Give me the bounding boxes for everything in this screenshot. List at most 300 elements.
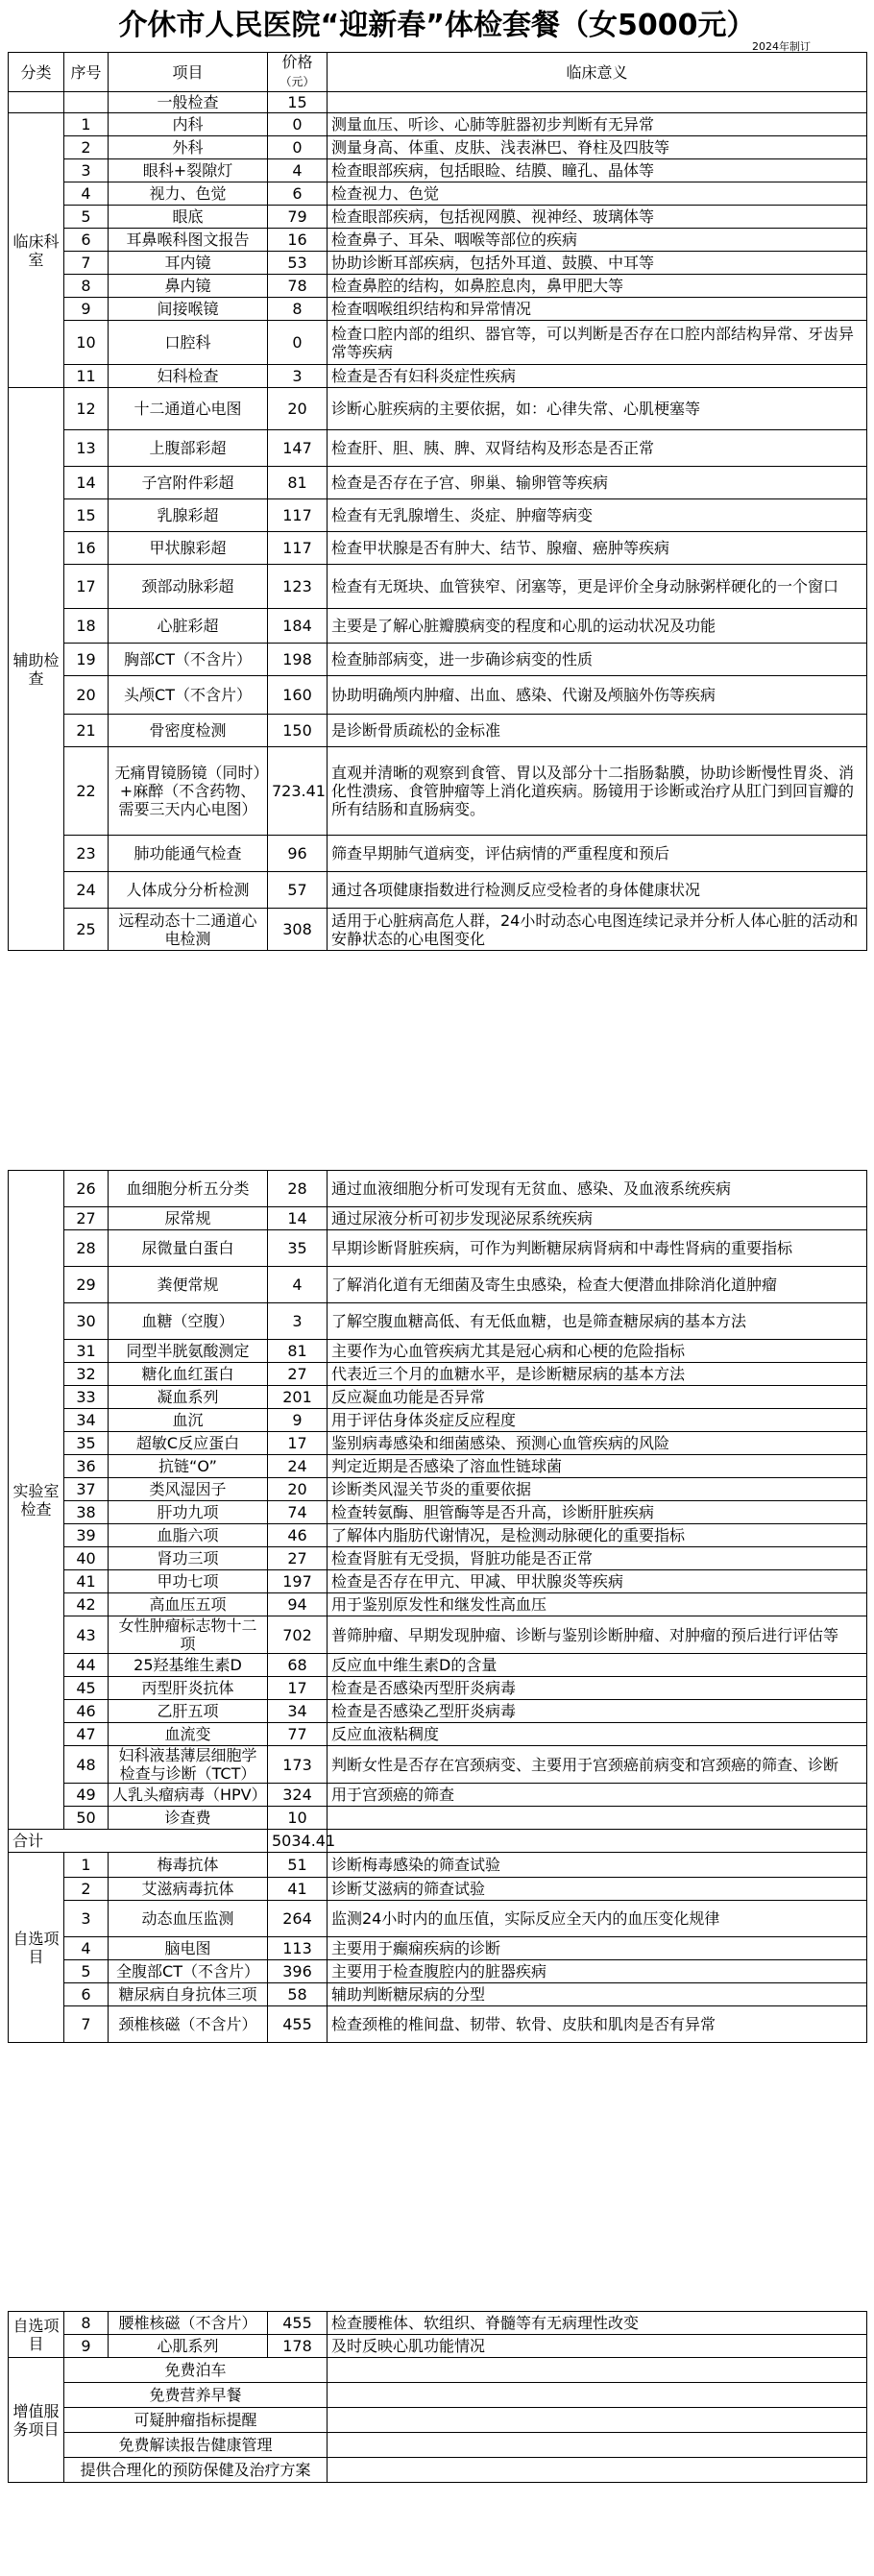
row-item: 全腹部CT（不含片） <box>109 1960 268 1983</box>
row-item: 心肌系列 <box>109 2335 268 2358</box>
row-meaning: 检查肾脏有无受损，肾脏功能是否正常 <box>328 1547 867 1570</box>
table-row <box>9 136 867 159</box>
row-meaning: 检查口腔内部的组织、器官等，可以判断是否存在口腔内部结构异常、牙齿异常等疾病 <box>328 321 867 365</box>
row-price: 308 <box>268 909 328 951</box>
row-meaning: 检查是否有妇科炎症性疾病 <box>328 365 867 388</box>
header-price <box>268 53 328 92</box>
row-price: 4 <box>268 1267 328 1303</box>
row-item: 人乳头瘤病毒（HPV） <box>109 1784 268 1807</box>
row-item: 远程动态十二通道心电检测 <box>109 909 268 951</box>
total-label: 合计 <box>9 1830 268 1853</box>
row-number: 9 <box>64 298 109 321</box>
row-number: 7 <box>64 2006 109 2043</box>
table-row <box>9 1547 867 1570</box>
row-meaning: 诊断心脏疾病的主要依据，如：心律失常、心肌梗塞等 <box>328 388 867 430</box>
table-row <box>9 1807 867 1830</box>
row-number: 5 <box>64 1960 109 1983</box>
row-price: 81 <box>268 467 328 499</box>
row-price: 94 <box>268 1593 328 1616</box>
row-meaning: 协助明确颅内肿瘤、出血、感染、代谢及颅脑外伤等疾病 <box>328 676 867 715</box>
header-category: 分类 <box>9 53 64 92</box>
row-meaning: 诊断艾滋病的筛查试验 <box>328 1878 867 1901</box>
table-row <box>9 365 867 388</box>
row-price: 4 <box>268 159 328 182</box>
row-number: 22 <box>64 747 109 836</box>
row-price: 147 <box>268 430 328 467</box>
table-row <box>9 1878 867 1901</box>
table-row <box>9 1363 867 1386</box>
table-row <box>9 715 867 747</box>
row-item: 耳鼻喉科图文报告 <box>109 229 268 252</box>
row-price: 264 <box>268 1901 328 1937</box>
row-price: 123 <box>268 565 328 609</box>
row-number: 5 <box>64 206 109 229</box>
row-price: 723.41 <box>268 747 328 836</box>
row-price: 16 <box>268 229 328 252</box>
blank-cell <box>328 2458 867 2483</box>
row-meaning: 筛查早期肺气道病变，评估病情的严重程度和预后 <box>328 836 867 872</box>
row-price: 455 <box>268 2312 328 2335</box>
table-row <box>9 430 867 467</box>
row-meaning: 早期诊断肾脏疾病，可作为判断糖尿病肾病和中毒性肾病的重要指标 <box>328 1230 867 1267</box>
category-value-added: 增值服务项目 <box>9 2358 64 2483</box>
row-price: 79 <box>268 206 328 229</box>
row-number: 6 <box>64 229 109 252</box>
service-row <box>9 2433 867 2458</box>
row-number: 16 <box>64 532 109 565</box>
row-price: 455 <box>268 2006 328 2043</box>
header-price-unit: （元） <box>279 75 315 88</box>
row-item: 血糖（空腹） <box>109 1303 268 1340</box>
row-meaning: 监测24小时内的血压值，实际反应全天内的血压变化规律 <box>328 1901 867 1937</box>
row-price: 34 <box>268 1700 328 1723</box>
row-price: 20 <box>268 1478 328 1501</box>
row-price: 184 <box>268 609 328 644</box>
row-number: 46 <box>64 1700 109 1723</box>
row-number: 45 <box>64 1677 109 1700</box>
row-meaning: 检查是否感染丙型肝炎病毒 <box>328 1677 867 1700</box>
row-price: 27 <box>268 1363 328 1386</box>
general-price: 15 <box>268 92 328 113</box>
table-row <box>9 467 867 499</box>
row-item: 女性肿瘤标志物十二项 <box>109 1616 268 1654</box>
general-item: 一般检查 <box>109 92 268 113</box>
row-item: 外科 <box>109 136 268 159</box>
row-meaning: 及时反映心肌功能情况 <box>328 2335 867 2358</box>
row-price: 117 <box>268 532 328 565</box>
table-row <box>9 159 867 182</box>
row-price: 198 <box>268 644 328 676</box>
table-row <box>9 298 867 321</box>
row-item: 心脏彩超 <box>109 609 268 644</box>
table-row <box>9 1478 867 1501</box>
row-number: 39 <box>64 1524 109 1547</box>
row-item: 肺功能通气检查 <box>109 836 268 872</box>
row-meaning: 了解消化道有无细菌及寄生虫感染，检查大便潜血排除消化道肿瘤 <box>328 1267 867 1303</box>
row-item: 眼科+裂隙灯 <box>109 159 268 182</box>
row-price: 20 <box>268 388 328 430</box>
row-meaning: 检查转氨酶、胆管酶等是否升高，诊断肝脏疾病 <box>328 1501 867 1524</box>
row-item: 丙型肝炎抗体 <box>109 1677 268 1700</box>
row-item: 血流变 <box>109 1723 268 1746</box>
table-row <box>9 182 867 206</box>
row-price: 9 <box>268 1409 328 1432</box>
service-item: 免费解读报告健康管理 <box>64 2433 328 2458</box>
lab-table <box>8 1170 867 2043</box>
row-price: 113 <box>268 1937 328 1960</box>
table-row <box>9 872 867 909</box>
row-item: 类风湿因子 <box>109 1478 268 1501</box>
row-item: 抗链“O” <box>109 1455 268 1478</box>
row-item: 人体成分分析检测 <box>109 872 268 909</box>
row-item: 子宫附件彩超 <box>109 467 268 499</box>
table-row <box>9 2335 867 2358</box>
table-row <box>9 1171 867 1207</box>
row-meaning: 主要是了解心脏瓣膜病变的程度和心肌的运动状况及功能 <box>328 609 867 644</box>
row-number: 30 <box>64 1303 109 1340</box>
row-meaning: 检查腰椎体、软组织、脊髓等有无病理性改变 <box>328 2312 867 2335</box>
row-number: 18 <box>64 609 109 644</box>
row-price: 74 <box>268 1501 328 1524</box>
row-item: 糖尿病自身抗体三项 <box>109 1983 268 2006</box>
row-item: 内科 <box>109 113 268 136</box>
row-item: 无痛胃镜肠镜（同时）+麻醉（不含药物、需要三天内心电图） <box>109 747 268 836</box>
package-table <box>8 52 867 951</box>
blank-cell <box>328 92 867 113</box>
title-text: 介休市人民医院“迎新春”体检套餐（女5000元） <box>118 9 756 42</box>
row-item: 血脂六项 <box>109 1524 268 1547</box>
table-row <box>9 644 867 676</box>
row-item: 颈椎核磁（不含片） <box>109 2006 268 2043</box>
table-row <box>9 1432 867 1455</box>
row-meaning: 用于评估身体炎症反应程度 <box>328 1409 867 1432</box>
service-row <box>9 2383 867 2408</box>
row-number: 26 <box>64 1171 109 1207</box>
table-row <box>9 1983 867 2006</box>
table-row <box>9 1593 867 1616</box>
header-row <box>9 53 867 92</box>
version-note: 2024年制订 <box>752 40 811 53</box>
row-meaning: 检查是否感染乙型肝炎病毒 <box>328 1700 867 1723</box>
row-price: 58 <box>268 1983 328 2006</box>
row-meaning: 检查鼻子、耳朵、咽喉等部位的疾病 <box>328 229 867 252</box>
table-row <box>9 1616 867 1654</box>
row-meaning: 通过血液细胞分析可发现有无贫血、感染、及血液系统疾病 <box>328 1171 867 1207</box>
table-row <box>9 1677 867 1700</box>
row-price: 35 <box>268 1230 328 1267</box>
table-row <box>9 275 867 298</box>
table-row <box>9 1230 867 1267</box>
row-price: 17 <box>268 1432 328 1455</box>
row-item: 口腔科 <box>109 321 268 365</box>
category-clinical: 临床科室 <box>9 113 64 388</box>
row-item: 耳内镜 <box>109 252 268 275</box>
table-row <box>9 1853 867 1878</box>
row-meaning: 鉴别病毒感染和细菌感染、预测心血管疾病的风险 <box>328 1432 867 1455</box>
row-number: 40 <box>64 1547 109 1570</box>
row-item: 脑电图 <box>109 1937 268 1960</box>
service-item: 免费营养早餐 <box>64 2383 328 2408</box>
header-meaning: 临床意义 <box>328 53 867 92</box>
row-price: 0 <box>268 321 328 365</box>
row-price: 178 <box>268 2335 328 2358</box>
row-number: 1 <box>64 113 109 136</box>
row-price: 324 <box>268 1784 328 1807</box>
row-meaning: 主要用于检查腹腔内的脏器疾病 <box>328 1960 867 1983</box>
row-number: 41 <box>64 1570 109 1593</box>
extra-table <box>8 2311 867 2483</box>
table-row <box>9 676 867 715</box>
row-item: 妇科检查 <box>109 365 268 388</box>
table-row <box>9 1524 867 1547</box>
row-meaning: 检查眼部疾病，包括视网膜、视神经、玻璃体等 <box>328 206 867 229</box>
row-meaning: 反应血液粘稠度 <box>328 1723 867 1746</box>
row-item: 间接喉镜 <box>109 298 268 321</box>
header-price-label: 价格 <box>281 53 313 71</box>
row-number: 43 <box>64 1616 109 1654</box>
row-number: 28 <box>64 1230 109 1267</box>
row-item: 高血压五项 <box>109 1593 268 1616</box>
row-number: 38 <box>64 1501 109 1524</box>
row-price: 51 <box>268 1853 328 1878</box>
row-meaning: 检查视力、色觉 <box>328 182 867 206</box>
row-item: 凝血系列 <box>109 1386 268 1409</box>
row-meaning <box>328 1807 867 1830</box>
row-number: 6 <box>64 1983 109 2006</box>
row-number: 3 <box>64 159 109 182</box>
row-number: 9 <box>64 2335 109 2358</box>
row-number: 19 <box>64 644 109 676</box>
table-row <box>9 229 867 252</box>
table-row <box>9 1746 867 1784</box>
blank-cell <box>9 92 64 113</box>
row-price: 24 <box>268 1455 328 1478</box>
row-meaning: 检查肺部病变，进一步确诊病变的性质 <box>328 644 867 676</box>
row-item: 肾功三项 <box>109 1547 268 1570</box>
table-row <box>9 1207 867 1230</box>
row-item: 梅毒抗体 <box>109 1853 268 1878</box>
row-item: 粪便常规 <box>109 1267 268 1303</box>
service-item: 可疑肿瘤指标提醒 <box>64 2408 328 2433</box>
table-row <box>9 1654 867 1677</box>
row-meaning: 普筛肿瘤、早期发现肿瘤、诊断与鉴别诊断肿瘤、对肿瘤的预后进行评估等 <box>328 1616 867 1654</box>
row-number: 49 <box>64 1784 109 1807</box>
row-price: 57 <box>268 872 328 909</box>
row-meaning: 用于宫颈癌的筛查 <box>328 1784 867 1807</box>
row-number: 32 <box>64 1363 109 1386</box>
row-meaning: 了解空腹血糖高低、有无低血糖，也是筛查糖尿病的基本方法 <box>328 1303 867 1340</box>
table-row <box>9 1267 867 1303</box>
row-number: 33 <box>64 1386 109 1409</box>
row-price: 46 <box>268 1524 328 1547</box>
row-number: 11 <box>64 365 109 388</box>
blank-cell <box>328 2383 867 2408</box>
row-meaning: 辅助判断糖尿病的分型 <box>328 1983 867 2006</box>
table-row <box>9 206 867 229</box>
row-meaning: 检查肝、胆、胰、脾、双肾结构及形态是否正常 <box>328 430 867 467</box>
row-price: 96 <box>268 836 328 872</box>
row-meaning: 检查颈椎的椎间盘、韧带、软骨、皮肤和肌肉是否有异常 <box>328 2006 867 2043</box>
row-meaning: 检查是否存在甲亢、甲减、甲状腺炎等疾病 <box>328 1570 867 1593</box>
row-price: 14 <box>268 1207 328 1230</box>
table-row <box>9 532 867 565</box>
table-row <box>9 1386 867 1409</box>
row-meaning: 检查有无斑块、血管狭窄、闭塞等，更是评价全身动脉粥样硬化的一个窗口 <box>328 565 867 609</box>
row-meaning: 检查眼部疾病，包括眼睑、结膜、瞳孔、晶体等 <box>328 159 867 182</box>
row-number: 17 <box>64 565 109 609</box>
row-price: 201 <box>268 1386 328 1409</box>
row-number: 21 <box>64 715 109 747</box>
row-price: 78 <box>268 275 328 298</box>
row-meaning: 检查是否存在子宫、卵巢、输卵管等疾病 <box>328 467 867 499</box>
row-meaning: 反应凝血功能是否异常 <box>328 1386 867 1409</box>
row-price: 0 <box>268 113 328 136</box>
row-item: 血沉 <box>109 1409 268 1432</box>
row-number: 8 <box>64 2312 109 2335</box>
table-row <box>9 1570 867 1593</box>
row-price: 0 <box>268 136 328 159</box>
table-row <box>9 1455 867 1478</box>
row-number: 50 <box>64 1807 109 1830</box>
row-meaning: 判定近期是否感染了溶血性链球菌 <box>328 1455 867 1478</box>
row-number: 12 <box>64 388 109 430</box>
row-meaning: 主要用于癫痫疾病的诊断 <box>328 1937 867 1960</box>
row-number: 10 <box>64 321 109 365</box>
row-number: 2 <box>64 136 109 159</box>
row-price: 3 <box>268 365 328 388</box>
table-row <box>9 1723 867 1746</box>
row-number: 47 <box>64 1723 109 1746</box>
row-item: 胸部CT（不含片） <box>109 644 268 676</box>
row-price: 702 <box>268 1616 328 1654</box>
row-item: 颈部动脉彩超 <box>109 565 268 609</box>
row-meaning: 诊断类风湿关节炎的重要依据 <box>328 1478 867 1501</box>
table-row <box>9 1901 867 1937</box>
row-meaning: 直观并清晰的观察到食管、胃以及部分十二指肠黏膜，协助诊断慢性胃炎、消化性溃疡、食管肿瘤等上消化道疾病。肠镜用于诊断或治疗从肛门到回盲瓣的所有结肠和直肠病变。 <box>328 747 867 836</box>
row-meaning: 用于鉴别原发性和继发性高血压 <box>328 1593 867 1616</box>
table-row <box>9 1784 867 1807</box>
table-row <box>9 2006 867 2043</box>
table-row <box>9 747 867 836</box>
row-price: 6 <box>268 182 328 206</box>
row-number: 27 <box>64 1207 109 1230</box>
row-item: 动态血压监测 <box>109 1901 268 1937</box>
table-row <box>9 609 867 644</box>
row-item: 视力、色觉 <box>109 182 268 206</box>
row-meaning: 通过各项健康指数进行检测反应受检者的身体健康状况 <box>328 872 867 909</box>
row-number: 15 <box>64 499 109 532</box>
table-row <box>9 1960 867 1983</box>
blank-cell <box>328 2433 867 2458</box>
row-item: 超敏C反应蛋白 <box>109 1432 268 1455</box>
row-item: 上腹部彩超 <box>109 430 268 467</box>
row-number: 23 <box>64 836 109 872</box>
row-item: 骨密度检测 <box>109 715 268 747</box>
table-row <box>9 1340 867 1363</box>
row-meaning: 检查咽喉组织结构和异常情况 <box>328 298 867 321</box>
row-number: 25 <box>64 909 109 951</box>
row-meaning: 诊断梅毒感染的筛查试验 <box>328 1853 867 1878</box>
table-row <box>9 565 867 609</box>
row-number: 36 <box>64 1455 109 1478</box>
header-no: 序号 <box>64 53 109 92</box>
row-item: 血细胞分析五分类 <box>109 1171 268 1207</box>
row-meaning: 测量血压、听诊、心肺等脏器初步判断有无异常 <box>328 113 867 136</box>
row-meaning: 检查有无乳腺增生、炎症、肿瘤等病变 <box>328 499 867 532</box>
row-number: 44 <box>64 1654 109 1677</box>
table-row <box>9 1501 867 1524</box>
row-price: 396 <box>268 1960 328 1983</box>
row-price: 27 <box>268 1547 328 1570</box>
table-row <box>9 1303 867 1340</box>
table-row <box>9 909 867 951</box>
row-item: 眼底 <box>109 206 268 229</box>
row-number: 7 <box>64 252 109 275</box>
row-price: 53 <box>268 252 328 275</box>
table-row <box>9 1700 867 1723</box>
service-row <box>9 2458 867 2483</box>
row-number: 48 <box>64 1746 109 1784</box>
blank-cell <box>328 2408 867 2433</box>
service-item: 提供合理化的预防保健及治疗方案 <box>64 2458 328 2483</box>
row-number: 29 <box>64 1267 109 1303</box>
total-value: 5034.41 <box>268 1830 328 1853</box>
row-number: 2 <box>64 1878 109 1901</box>
row-price: 68 <box>268 1654 328 1677</box>
row-number: 34 <box>64 1409 109 1432</box>
header-item: 项目 <box>109 53 268 92</box>
row-price: 77 <box>268 1723 328 1746</box>
row-meaning: 适用于心脏病高危人群，24小时动态心电图连续记录并分析人体心脏的活动和安静状态的心电图变化 <box>328 909 867 951</box>
service-row <box>9 2358 867 2383</box>
row-item: 诊查费 <box>109 1807 268 1830</box>
category-auxiliary: 辅助检查 <box>9 388 64 951</box>
row-number: 4 <box>64 1937 109 1960</box>
row-item: 艾滋病毒抗体 <box>109 1878 268 1901</box>
row-item: 腰椎核磁（不含片） <box>109 2312 268 2335</box>
table-row <box>9 252 867 275</box>
row-item: 甲状腺彩超 <box>109 532 268 565</box>
row-price: 81 <box>268 1340 328 1363</box>
table-row <box>9 836 867 872</box>
row-meaning: 检查鼻腔的结构，如鼻腔息肉，鼻甲肥大等 <box>328 275 867 298</box>
row-meaning: 反应血中维生素D的含量 <box>328 1654 867 1677</box>
row-item: 同型半胱氨酸测定 <box>109 1340 268 1363</box>
row-meaning: 判断女性是否存在宫颈病变、主要用于宫颈癌前病变和宫颈癌的筛查、诊断 <box>328 1746 867 1784</box>
row-price: 41 <box>268 1878 328 1901</box>
service-item: 免费泊车 <box>64 2358 328 2383</box>
row-number: 8 <box>64 275 109 298</box>
row-number: 24 <box>64 872 109 909</box>
blank-cell <box>328 2358 867 2383</box>
row-number: 31 <box>64 1340 109 1363</box>
row-number: 3 <box>64 1901 109 1937</box>
table-row <box>9 499 867 532</box>
table-row <box>9 1409 867 1432</box>
row-meaning: 测量身高、体重、皮肤、浅表淋巴、脊柱及四肢等 <box>328 136 867 159</box>
table-row <box>9 388 867 430</box>
blank-cell <box>328 1830 867 1853</box>
row-price: 10 <box>268 1807 328 1830</box>
blank-cell <box>64 92 109 113</box>
row-number: 20 <box>64 676 109 715</box>
category-optional: 自选项目 <box>9 1853 64 2043</box>
row-number: 4 <box>64 182 109 206</box>
row-meaning: 主要作为心血管疾病尤其是冠心病和心梗的危险指标 <box>328 1340 867 1363</box>
row-item: 甲功七项 <box>109 1570 268 1593</box>
row-price: 173 <box>268 1746 328 1784</box>
total-row <box>9 1830 867 1853</box>
